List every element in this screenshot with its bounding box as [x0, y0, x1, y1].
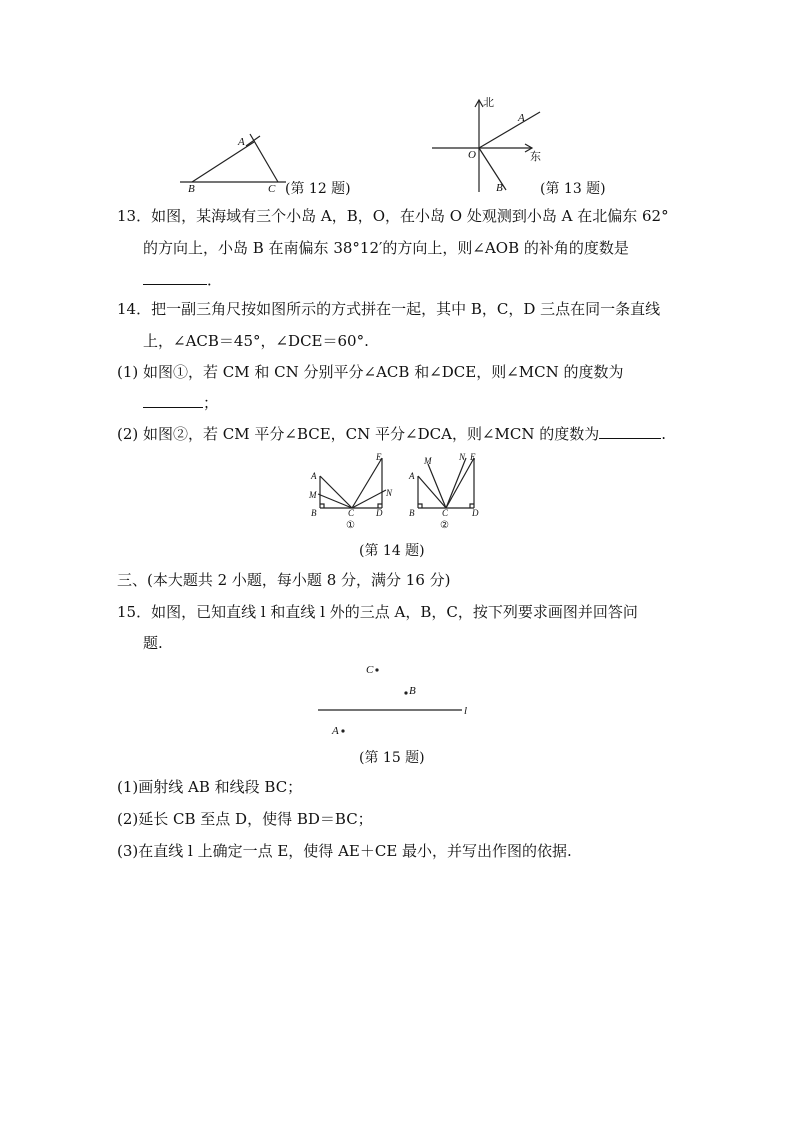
fig14-caption: (第 14 题) [359, 543, 425, 559]
fig14-right-ca [418, 476, 446, 508]
fig15-label-a: A [332, 725, 339, 737]
fig12-line-a-ext [246, 136, 260, 146]
fig14-left-label-b: B [311, 508, 317, 518]
fig14-right-label-a: A [409, 471, 415, 481]
fig13-label-o: O [468, 149, 476, 161]
fig12-caption: (第 12 题) [285, 181, 351, 197]
fig12-line-ca [250, 134, 278, 182]
fig12-label-b: B [188, 183, 195, 195]
fig15-caption: (第 15 题) [359, 750, 425, 766]
fig14-right [408, 452, 479, 531]
fig14-right-label-e: E [470, 452, 476, 462]
q15-item3: (3)在直线 l 上确定一点 E，使得 AE＋CE 最小，并写出作图的依据. [117, 842, 572, 860]
fig13-label-a: A [518, 112, 525, 124]
fig14-right-cn [446, 458, 466, 508]
fig13-caption: (第 13 题) [540, 181, 606, 197]
fig14-right-mark: ② [440, 520, 449, 531]
q14-line2: 上，∠ACB＝45°，∠DCE＝60°. [143, 332, 369, 350]
fig13-label-north: 北 [483, 97, 494, 109]
fig14-left-label-m: M [309, 490, 317, 500]
q14-part1-end: ； [203, 394, 219, 412]
q13-line2: 的方向上，小岛 B 在南偏东 38°12′的方向上，则∠AOB 的补角的度数是 [143, 239, 629, 257]
q14-part2-blank[interactable] [599, 424, 661, 439]
q14-part1-blank[interactable] [143, 393, 203, 408]
q13-line1: 13．如图，某海域有三个小岛 A，B，O，在小岛 O 处观测到小岛 A 在北偏东 62° [117, 207, 669, 225]
fig12-line-ba [192, 142, 254, 182]
fig14-left [308, 452, 393, 531]
q14-part1-answer [143, 392, 218, 414]
fig14-left-label-e: E [376, 452, 382, 462]
fig12-label-c: C [268, 183, 276, 195]
figure-15 [312, 656, 484, 742]
fig14-right-label-m: M [424, 456, 432, 466]
q14-part2-end: . [661, 425, 667, 443]
q15-item1: (1)画射线 AB 和线段 BC； [117, 778, 303, 796]
q15-line2: 题. [143, 634, 163, 652]
q13-period: ． [207, 271, 223, 289]
fig14-left-cm [318, 494, 352, 508]
fig12-label-a: A [238, 136, 245, 148]
fig13-label-east: 东 [530, 151, 541, 163]
fig14-left-label-c: C [348, 508, 355, 518]
q13-line3 [143, 269, 222, 291]
fig15-label-c: C [366, 664, 374, 676]
section-3-heading: 三、(本大题共 2 小题，每小题 8 分，满分 16 分) [117, 571, 451, 589]
q13-answer-blank[interactable] [143, 270, 207, 285]
fig14-right-label-b: B [409, 508, 415, 518]
fig14-left-label-n: N [386, 488, 393, 498]
fig14-right-label-d: D [472, 508, 479, 518]
fig14-left-ca [320, 476, 352, 508]
fig14-right-label-n: N [459, 452, 466, 462]
fig14-left-mark: ① [346, 520, 355, 531]
figure-14 [300, 450, 500, 532]
fig14-right-label-c: C [442, 508, 449, 518]
fig15-point-c [375, 668, 378, 671]
q14-line1: 14．把一副三角尺按如图所示的方式拼在一起，其中 B，C，D 三点在同一条直线 [117, 300, 661, 318]
fig15-label-l: l [464, 705, 468, 717]
fig14-right-right-angle-b [418, 504, 422, 508]
q14-part2-text: (2) 如图②，若 CM 平分∠BCE，CN 平分∠DCA，则∠MCN 的度数为 [117, 425, 600, 443]
fig14-left-label-d: D [376, 508, 383, 518]
q15-line1: 15．如图，已知直线 l 和直线 l 外的三点 A，B，C，按下列要求画图并回答问 [117, 603, 638, 621]
fig15-label-b: B [409, 685, 416, 697]
fig15-point-b [404, 691, 407, 694]
fig14-right-cm [428, 464, 446, 508]
fig14-right-ce [446, 458, 474, 508]
q14-part2 [117, 423, 666, 445]
fig13-ray-oa [479, 112, 540, 148]
fig13-label-b: B [496, 182, 503, 194]
fig14-left-right-angle-b [320, 504, 324, 508]
fig15-point-a [341, 729, 344, 732]
q15-item2: (2)延长 CB 至点 D，使得 BD＝BC； [117, 810, 373, 828]
figure-13 [428, 92, 548, 197]
q14-part1: (1) 如图①，若 CM 和 CN 分别平分∠ACB 和∠DCE，则∠MCN 的度数为 [117, 363, 624, 381]
fig14-left-label-a: A [311, 471, 317, 481]
